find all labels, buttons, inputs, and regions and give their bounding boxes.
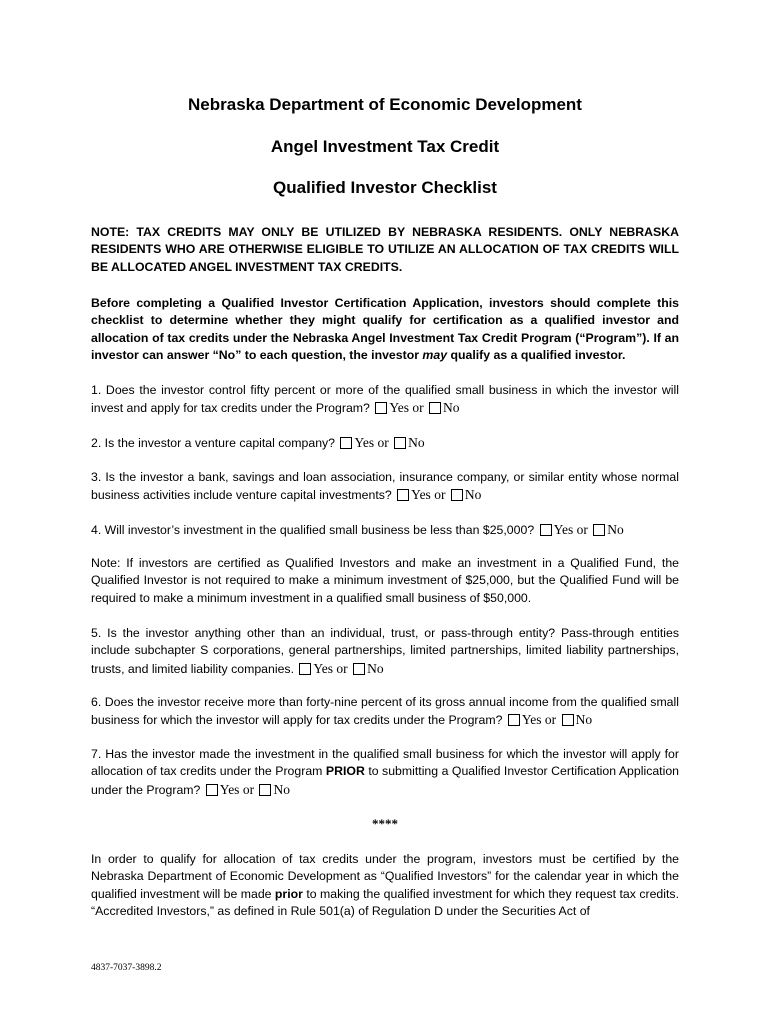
intro-paragraph: Before completing a Qualified Investor Certification Application, investors should complete this checklist to determine whether they might qualify for certification as a qualified investor and allocation of tax credits under the Nebraska Angel Investment Tax Credit Program (“Program”). If an investor can answer “No” to each question, the investor may qualify as a qualified investor. bbox=[91, 296, 679, 363]
document-id-footer: 4837-7037-3898.2 bbox=[91, 963, 162, 973]
q3-yes-checkbox[interactable] bbox=[397, 489, 409, 501]
question-4: 4. Will investor’s investment in the qualified small business be less than $25,000? Yes or No bbox=[91, 522, 624, 537]
q2-no-checkbox[interactable] bbox=[394, 437, 406, 449]
qualified-fund-note: Note: If investors are certified as Qualified Investors and make an investment in a Qualified Fund, the Qualified Investor is not required to make a minimum investment of $25,000, but the Qualified Fund will be required to make a minimum investment in a qualified small business of $50,000. bbox=[91, 556, 679, 605]
q5-no-checkbox[interactable] bbox=[353, 663, 365, 675]
question-2: 2. Is the investor a venture capital company? Yes or No bbox=[91, 435, 425, 450]
question-6: 6. Does the investor receive more than forty-nine percent of its gross annual income from the qualified small business for which the investor will apply for tax credits under the Program? Yes or No bbox=[91, 695, 679, 728]
program-title: Angel Investment Tax Credit bbox=[270, 137, 500, 156]
question-7: 7. Has the investor made the investment in the qualified small business for which the investor will apply for allocation of tax credits under the Program PRIOR to submitting a Qualified Investor Certification Application under the Program? Yes or No bbox=[91, 747, 680, 797]
q3-no-checkbox[interactable] bbox=[451, 489, 463, 501]
q6-no-checkbox[interactable] bbox=[562, 714, 574, 726]
q1-no-checkbox[interactable] bbox=[429, 402, 441, 414]
residency-note: NOTE: TAX CREDITS MAY ONLY BE UTILIZED BY NEBRASKA RESIDENTS. ONLY NEBRASKA RESIDENTS WHO ARE OTHERWISE ELIGIBLE TO UTILIZE AN ALLOCATION OF TAX CREDITS WILL BE ALLOCATED ANGEL INVESTMENT TAX CREDITS. bbox=[91, 225, 679, 274]
q4-no-checkbox[interactable] bbox=[593, 524, 605, 536]
q7-yes-checkbox[interactable] bbox=[206, 784, 218, 796]
q1-yes-checkbox[interactable] bbox=[375, 402, 387, 414]
question-3: 3. Is the investor a bank, savings and loan association, insurance company, or similar entity whose normal business activities include venture capital investments? Yes or No bbox=[91, 470, 679, 503]
q5-yes-checkbox[interactable] bbox=[299, 663, 311, 675]
q4-yes-checkbox[interactable] bbox=[540, 524, 552, 536]
question-5: 5. Is the investor anything other than an individual, trust, or pass-through entity? Pass-through entities include subchapter S corporations, general partnerships, limited partnerships, limited liability partnerships, trusts, and limited liability companies. Yes or No bbox=[91, 626, 679, 676]
page-title: Nebraska Department of Economic Development bbox=[188, 95, 582, 114]
question-1: 1. Does the investor control fifty percent or more of the qualified small business in which the investor will invest and apply for tax credits under the Program? Yes or No bbox=[91, 383, 679, 416]
closing-paragraph: In order to qualify for allocation of tax credits under the program, investors must be certified by the Nebraska Department of Economic Development as “Qualified Investors” for the calendar year in which the qualified investment will be made prior to making the qualified investment for which they request tax credits. “Accredited Investors,” as defined in Rule 501(a) of Regulation D under the Securities Act of bbox=[91, 852, 679, 919]
section-separator: **** bbox=[372, 816, 398, 831]
q6-yes-checkbox[interactable] bbox=[508, 714, 520, 726]
intro-emphasis: may bbox=[422, 348, 448, 363]
checklist-title: Qualified Investor Checklist bbox=[273, 178, 497, 197]
q7-no-checkbox[interactable] bbox=[259, 784, 271, 796]
q2-yes-checkbox[interactable] bbox=[340, 437, 352, 449]
